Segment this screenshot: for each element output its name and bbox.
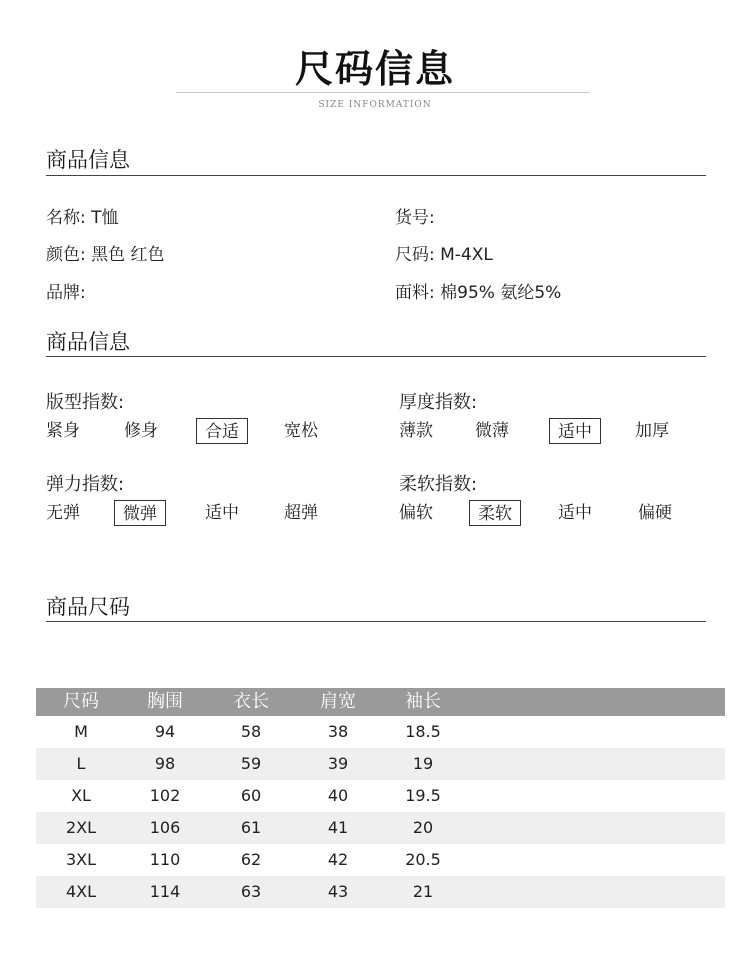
softness-option: 偏硬 [638, 503, 672, 523]
cell-size: 3XL [65, 850, 97, 869]
cell-chest: 114 [149, 882, 181, 901]
fit-option-selected: 合适 [196, 418, 248, 444]
softness-option: 适中 [558, 503, 592, 523]
cell-sleeve: 19.5 [405, 786, 441, 805]
indices-heading: 商品信息 [46, 330, 130, 354]
product-color: 颜色: 黑色 红色 [46, 245, 165, 265]
elasticity-option: 超弹 [284, 503, 318, 523]
cell-size: 4XL [65, 882, 97, 901]
cell-length: 58 [240, 722, 262, 741]
elasticity-option: 适中 [205, 503, 239, 523]
size-table-divider [46, 621, 706, 622]
product-item-number: 货号: [395, 208, 435, 228]
column-header-chest: 胸围 [147, 691, 183, 712]
fit-option: 宽松 [284, 421, 318, 441]
thickness-option: 加厚 [635, 421, 669, 441]
product-size-range: 尺码: M-4XL [395, 245, 493, 265]
product-info-heading: 商品信息 [46, 148, 130, 172]
title-divider [176, 92, 590, 93]
cell-length: 62 [240, 850, 262, 869]
softness-index-label: 柔软指数: [399, 474, 478, 495]
table-row [36, 812, 725, 844]
cell-chest: 98 [154, 754, 176, 773]
cell-size: L [76, 754, 86, 773]
cell-shoulder: 42 [327, 850, 349, 869]
elasticity-index-label: 弹力指数: [46, 474, 125, 495]
size-table [36, 688, 725, 908]
product-info-divider [46, 175, 706, 176]
table-row [36, 780, 725, 812]
thickness-option-selected: 适中 [549, 418, 601, 444]
table-row [36, 716, 725, 748]
elasticity-option: 无弹 [46, 503, 80, 523]
thickness-option: 微薄 [475, 421, 509, 441]
cell-chest: 102 [149, 786, 181, 805]
cell-length: 61 [240, 818, 262, 837]
table-row [36, 748, 725, 780]
size-table-header [36, 688, 725, 716]
product-brand: 品牌: [46, 283, 86, 303]
product-name: 名称: T恤 [46, 208, 119, 228]
fit-index-label: 版型指数: [46, 392, 125, 413]
cell-sleeve: 18.5 [405, 722, 441, 741]
cell-sleeve: 19 [412, 754, 434, 773]
cell-sleeve: 20 [412, 818, 434, 837]
column-header-sleeve: 袖长 [405, 691, 441, 712]
product-fabric: 面料: 棉95% 氨纶5% [395, 283, 562, 303]
table-row [36, 876, 725, 908]
cell-length: 59 [240, 754, 262, 773]
cell-chest: 110 [149, 850, 181, 869]
cell-sleeve: 20.5 [405, 850, 441, 869]
thickness-option: 薄款 [399, 421, 433, 441]
softness-option: 偏软 [399, 503, 433, 523]
cell-length: 63 [240, 882, 262, 901]
indices-divider [46, 356, 706, 357]
cell-chest: 94 [154, 722, 176, 741]
fit-option: 紧身 [46, 421, 80, 441]
column-header-size: 尺码 [63, 691, 99, 712]
cell-size: M [74, 722, 88, 741]
cell-shoulder: 43 [327, 882, 349, 901]
size-table-heading: 商品尺码 [46, 595, 130, 619]
cell-sleeve: 21 [412, 882, 434, 901]
page-subtitle: SIZE INFORMATION [318, 100, 432, 110]
table-row [36, 844, 725, 876]
page-title: 尺码信息 [294, 47, 455, 91]
cell-length: 60 [240, 786, 262, 805]
column-header-length: 衣长 [233, 691, 269, 712]
cell-chest: 106 [149, 818, 181, 837]
cell-shoulder: 40 [327, 786, 349, 805]
column-header-shoulder: 肩宽 [320, 691, 356, 712]
fit-option: 修身 [124, 421, 158, 441]
cell-shoulder: 38 [327, 722, 349, 741]
elasticity-option-selected: 微弹 [114, 500, 166, 526]
thickness-index-label: 厚度指数: [399, 392, 478, 413]
cell-size: XL [71, 786, 91, 805]
cell-shoulder: 39 [327, 754, 349, 773]
cell-size: 2XL [65, 818, 97, 837]
softness-option-selected: 柔软 [469, 500, 521, 526]
cell-shoulder: 41 [327, 818, 349, 837]
